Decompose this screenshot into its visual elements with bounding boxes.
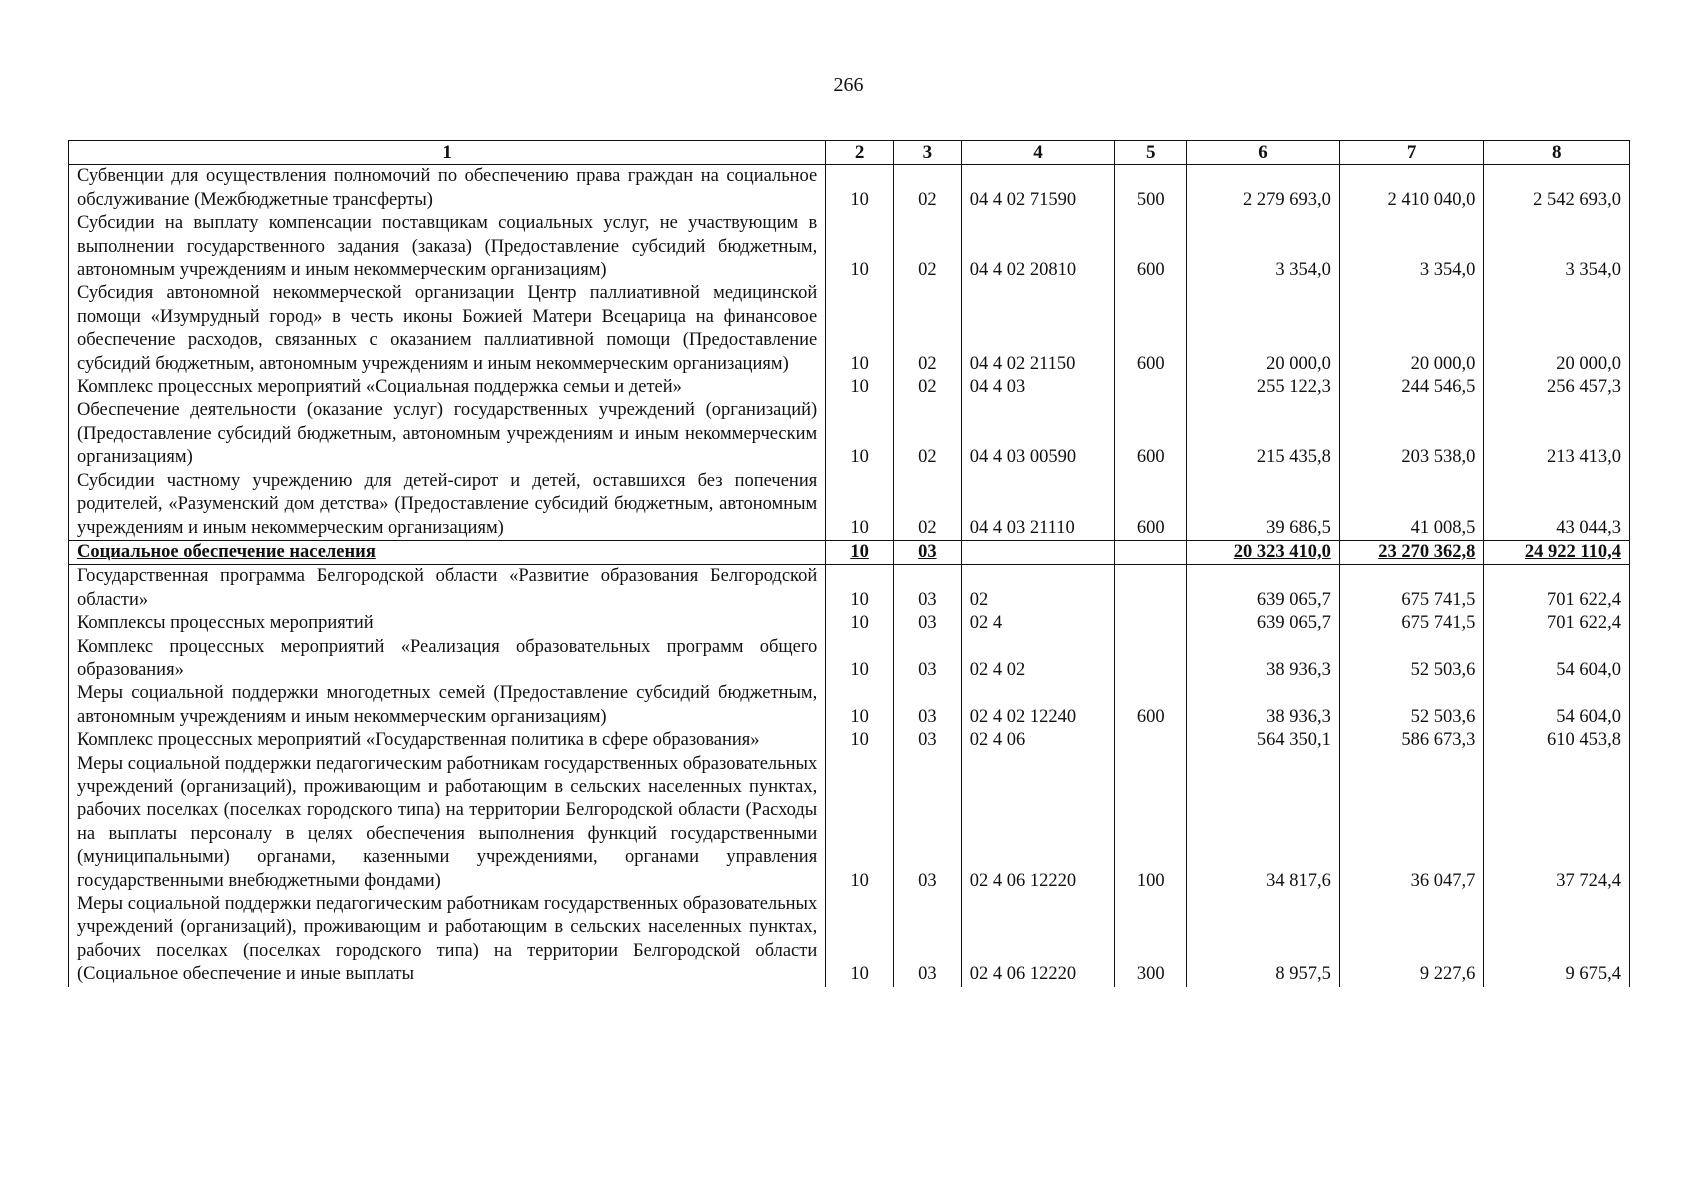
table-header-row bbox=[69, 141, 1630, 165]
target-article-cell: 02 4 06 12220 bbox=[961, 753, 1115, 893]
table-row bbox=[69, 165, 1630, 212]
amount-year-2-cell: 36 047,7 bbox=[1339, 753, 1484, 893]
subsection-code-cell: 03 bbox=[893, 893, 961, 987]
header-col-4: 4 bbox=[961, 141, 1115, 165]
table-row bbox=[69, 212, 1630, 282]
section-code-cell: 10 bbox=[826, 753, 894, 893]
target-article-cell: 04 4 03 00590 bbox=[961, 399, 1115, 469]
amount-year-2-cell: 675 741,5 bbox=[1339, 612, 1484, 635]
amount-year-1-cell: 3 354,0 bbox=[1187, 212, 1340, 282]
amount-year-3-cell: 3 354,0 bbox=[1484, 212, 1630, 282]
amount-year-1-cell: 39 686,5 bbox=[1187, 470, 1340, 541]
subsection-code-cell: 02 bbox=[893, 212, 961, 282]
amount-year-3-cell: 9 675,4 bbox=[1484, 893, 1630, 987]
amount-year-1-cell: 215 435,8 bbox=[1187, 399, 1340, 469]
row-name-cell: Субсидии на выплату компенсации поставщикам социальных услуг, не участвующим в выполнении государственного задания (заказа) (Предоставление субсидий бюджетным, автономным учреждениям и иным некоммерческим организациям) bbox=[69, 212, 826, 282]
table-body bbox=[69, 165, 1630, 987]
table-row bbox=[69, 282, 1630, 376]
subsection-code-cell: 03 bbox=[893, 636, 961, 683]
table-row bbox=[69, 376, 1630, 399]
row-name-cell: Субвенции для осуществления полномочий по обеспечению права граждан на социальное обслуживание (Межбюджетные трансферты) bbox=[69, 165, 826, 212]
amount-year-1-cell: 38 936,3 bbox=[1187, 636, 1340, 683]
amount-year-2-cell: 23 270 362,8 bbox=[1339, 540, 1484, 564]
section-code-cell: 10 bbox=[826, 636, 894, 683]
target-article-cell: 02 4 bbox=[961, 612, 1115, 635]
target-article-cell: 02 4 06 12220 bbox=[961, 893, 1115, 987]
table-row bbox=[69, 470, 1630, 541]
expense-type-cell: 500 bbox=[1115, 165, 1187, 212]
row-name-cell: Меры социальной поддержки педагогическим работникам государственных образовательных учреждений (организаций), проживающим и работающим в сельских населенных пунктах, рабочих поселках (поселках городского типа) на территории Белгородской области (Социальное обеспечение и иные выплаты bbox=[69, 893, 826, 987]
expense-type-cell bbox=[1115, 376, 1187, 399]
target-article-cell: 04 4 02 20810 bbox=[961, 212, 1115, 282]
amount-year-2-cell: 586 673,3 bbox=[1339, 729, 1484, 752]
expense-type-cell: 600 bbox=[1115, 399, 1187, 469]
subsection-code-cell: 03 bbox=[893, 753, 961, 893]
target-article-cell: 04 4 03 bbox=[961, 376, 1115, 399]
subsection-code-cell: 03 bbox=[893, 612, 961, 635]
row-name-cell: Субсидии частному учреждению для детей-сирот и детей, оставшихся без попечения родителей, «Разуменский дом детства» (Предоставление субсидий бюджетным, автономным учреждениям и иным некоммерческим организациям) bbox=[69, 470, 826, 541]
expense-type-cell: 600 bbox=[1115, 212, 1187, 282]
row-name-cell: Социальное обеспечение населения bbox=[69, 540, 826, 564]
section-code-cell: 10 bbox=[826, 729, 894, 752]
section-code-cell: 10 bbox=[826, 165, 894, 212]
header-col-3: 3 bbox=[893, 141, 961, 165]
subsection-code-cell: 02 bbox=[893, 165, 961, 212]
expense-type-cell: 300 bbox=[1115, 893, 1187, 987]
target-article-cell: 04 4 02 71590 bbox=[961, 165, 1115, 212]
target-article-cell: 04 4 02 21150 bbox=[961, 282, 1115, 376]
expense-type-cell bbox=[1115, 729, 1187, 752]
table-row bbox=[69, 753, 1630, 893]
amount-year-2-cell: 3 354,0 bbox=[1339, 212, 1484, 282]
amount-year-3-cell: 20 000,0 bbox=[1484, 282, 1630, 376]
row-name-cell: Комплекс процессных мероприятий «Государственная политика в сфере образования» bbox=[69, 729, 826, 752]
amount-year-1-cell: 20 000,0 bbox=[1187, 282, 1340, 376]
amount-year-2-cell: 52 503,6 bbox=[1339, 682, 1484, 729]
expense-type-cell: 100 bbox=[1115, 753, 1187, 893]
expense-type-cell: 600 bbox=[1115, 682, 1187, 729]
table-row bbox=[69, 565, 1630, 612]
amount-year-1-cell: 255 122,3 bbox=[1187, 376, 1340, 399]
amount-year-1-cell: 20 323 410,0 bbox=[1187, 540, 1340, 564]
table-row bbox=[69, 612, 1630, 635]
section-code-cell: 10 bbox=[826, 282, 894, 376]
table-row bbox=[69, 893, 1630, 987]
amount-year-2-cell: 2 410 040,0 bbox=[1339, 165, 1484, 212]
header-col-6: 6 bbox=[1187, 141, 1340, 165]
section-code-cell: 10 bbox=[826, 682, 894, 729]
table-row bbox=[69, 399, 1630, 469]
amount-year-2-cell: 9 227,6 bbox=[1339, 893, 1484, 987]
expense-type-cell bbox=[1115, 565, 1187, 612]
header-col-5: 5 bbox=[1115, 141, 1187, 165]
amount-year-1-cell: 8 957,5 bbox=[1187, 893, 1340, 987]
row-name-cell: Обеспечение деятельности (оказание услуг) государственных учреждений (организаций) (Предоставление субсидий бюджетным, автономным учреждениям и иным некоммерческим организациям) bbox=[69, 399, 826, 469]
amount-year-1-cell: 564 350,1 bbox=[1187, 729, 1340, 752]
amount-year-1-cell: 38 936,3 bbox=[1187, 682, 1340, 729]
subsection-code-cell: 02 bbox=[893, 376, 961, 399]
expense-type-cell bbox=[1115, 612, 1187, 635]
section-code-cell: 10 bbox=[826, 470, 894, 541]
target-article-cell: 02 bbox=[961, 565, 1115, 612]
amount-year-2-cell: 203 538,0 bbox=[1339, 399, 1484, 469]
section-code-cell: 10 bbox=[826, 565, 894, 612]
target-article-cell: 02 4 02 12240 bbox=[961, 682, 1115, 729]
subsection-code-cell: 02 bbox=[893, 399, 961, 469]
amount-year-1-cell: 639 065,7 bbox=[1187, 565, 1340, 612]
target-article-cell: 02 4 02 bbox=[961, 636, 1115, 683]
budget-table bbox=[68, 140, 1630, 987]
subsection-code-cell: 03 bbox=[893, 565, 961, 612]
amount-year-3-cell: 701 622,4 bbox=[1484, 565, 1630, 612]
amount-year-3-cell: 54 604,0 bbox=[1484, 636, 1630, 683]
amount-year-2-cell: 20 000,0 bbox=[1339, 282, 1484, 376]
table-section-row bbox=[69, 540, 1630, 564]
section-code-cell: 10 bbox=[826, 376, 894, 399]
row-name-cell: Государственная программа Белгородской области «Развитие образования Белгородской области» bbox=[69, 565, 826, 612]
row-name-cell: Субсидия автономной некоммерческой организации Центр паллиативной медицинской помощи «Изумрудный город» в честь иконы Божией Матери Всецарица на финансовое обеспечение расходов, связанных с оказанием паллиативной помощи (Предоставление субсидий бюджетным, автономным учреждениям и иным некоммерческим организациям) bbox=[69, 282, 826, 376]
subsection-code-cell: 02 bbox=[893, 282, 961, 376]
amount-year-1-cell: 639 065,7 bbox=[1187, 612, 1340, 635]
subsection-code-cell: 02 bbox=[893, 470, 961, 541]
amount-year-2-cell: 675 741,5 bbox=[1339, 565, 1484, 612]
amount-year-3-cell: 256 457,3 bbox=[1484, 376, 1630, 399]
table-row bbox=[69, 636, 1630, 683]
expense-type-cell bbox=[1115, 636, 1187, 683]
table-row bbox=[69, 682, 1630, 729]
subsection-code-cell: 03 bbox=[893, 540, 961, 564]
row-name-cell: Комплекс процессных мероприятий «Социальная поддержка семьи и детей» bbox=[69, 376, 826, 399]
amount-year-3-cell: 24 922 110,4 bbox=[1484, 540, 1630, 564]
header-col-1: 1 bbox=[69, 141, 826, 165]
row-name-cell: Комплекс процессных мероприятий «Реализация образовательных программ общего образования» bbox=[69, 636, 826, 683]
amount-year-3-cell: 2 542 693,0 bbox=[1484, 165, 1630, 212]
expense-type-cell: 600 bbox=[1115, 282, 1187, 376]
row-name-cell: Меры социальной поддержки педагогическим работникам государственных образовательных учреждений (организаций), проживающим и работающим в сельских населенных пунктах, рабочих поселках (поселках городского типа) на территории Белгородской области (Расходы на выплаты персоналу в целях обеспечения выполнения функций государственными (муниципальными) органами, казенными учреждениями, органами управления государственными внебюджетными фондами) bbox=[69, 753, 826, 893]
header-col-8: 8 bbox=[1484, 141, 1630, 165]
section-code-cell: 10 bbox=[826, 399, 894, 469]
amount-year-3-cell: 701 622,4 bbox=[1484, 612, 1630, 635]
amount-year-2-cell: 52 503,6 bbox=[1339, 636, 1484, 683]
header-col-7: 7 bbox=[1339, 141, 1484, 165]
amount-year-2-cell: 244 546,5 bbox=[1339, 376, 1484, 399]
amount-year-3-cell: 37 724,4 bbox=[1484, 753, 1630, 893]
section-code-cell: 10 bbox=[826, 540, 894, 564]
expense-type-cell: 600 bbox=[1115, 470, 1187, 541]
subsection-code-cell: 03 bbox=[893, 682, 961, 729]
amount-year-3-cell: 43 044,3 bbox=[1484, 470, 1630, 541]
target-article-cell bbox=[961, 540, 1115, 564]
section-code-cell: 10 bbox=[826, 893, 894, 987]
table-row bbox=[69, 729, 1630, 752]
amount-year-3-cell: 610 453,8 bbox=[1484, 729, 1630, 752]
section-code-cell: 10 bbox=[826, 212, 894, 282]
row-name-cell: Комплексы процессных мероприятий bbox=[69, 612, 826, 635]
page-number: 266 bbox=[833, 74, 864, 96]
section-code-cell: 10 bbox=[826, 612, 894, 635]
amount-year-3-cell: 213 413,0 bbox=[1484, 399, 1630, 469]
target-article-cell: 02 4 06 bbox=[961, 729, 1115, 752]
amount-year-1-cell: 34 817,6 bbox=[1187, 753, 1340, 893]
expense-type-cell bbox=[1115, 540, 1187, 564]
header-col-2: 2 bbox=[826, 141, 894, 165]
subsection-code-cell: 03 bbox=[893, 729, 961, 752]
amount-year-3-cell: 54 604,0 bbox=[1484, 682, 1630, 729]
amount-year-2-cell: 41 008,5 bbox=[1339, 470, 1484, 541]
target-article-cell: 04 4 03 21110 bbox=[961, 470, 1115, 541]
amount-year-1-cell: 2 279 693,0 bbox=[1187, 165, 1340, 212]
row-name-cell: Меры социальной поддержки многодетных семей (Предоставление субсидий бюджетным, автономным учреждениям и иным некоммерческим организациям) bbox=[69, 682, 826, 729]
